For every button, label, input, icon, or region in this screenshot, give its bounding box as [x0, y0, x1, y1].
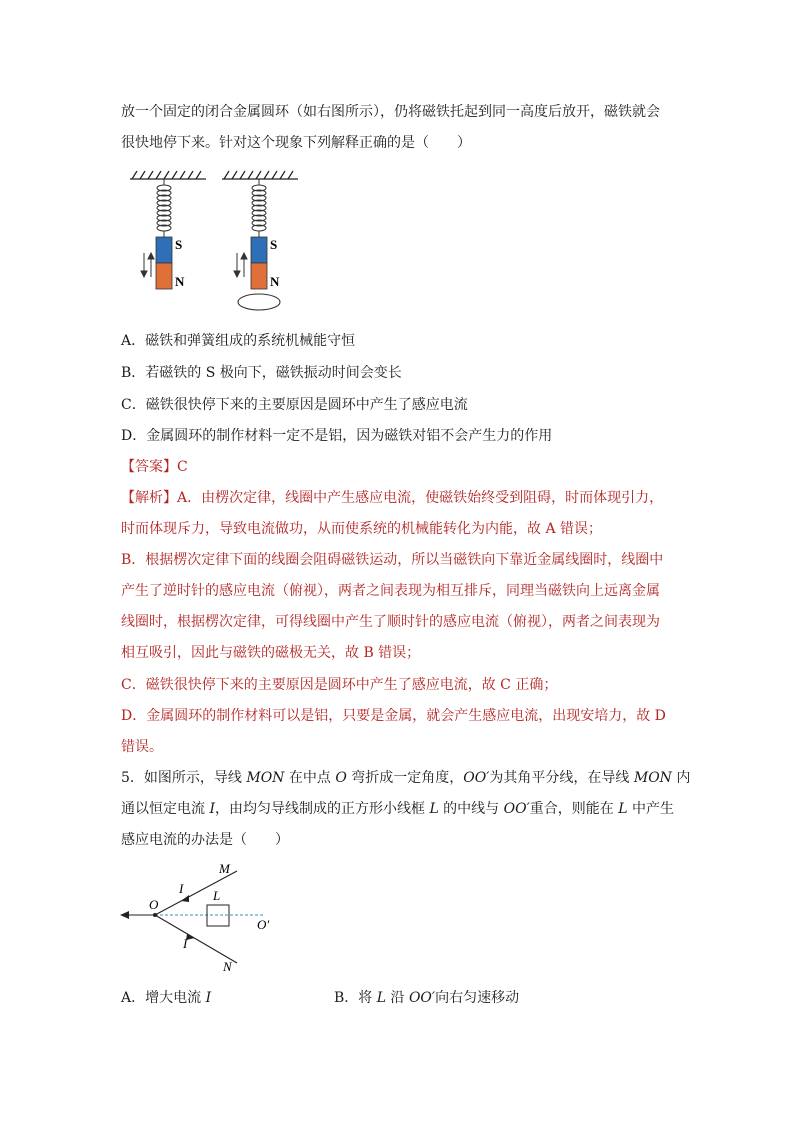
intro-line-2: 很快地停下来。针对这个现象下列解释正确的是（ ） [121, 135, 471, 151]
q5-symbol: MON [633, 770, 672, 786]
q5-text: 弯折成一定角度， [346, 770, 464, 786]
axis-left-arrow [120, 911, 129, 919]
analysis-b-line-2: 产生了逆时针的感应电流（俯视），两者之间表现为相互排斥，同理当磁铁向上远离金属 [121, 583, 660, 599]
wire-on [155, 915, 237, 963]
spring-right [252, 179, 266, 237]
q5-text: 为其角平分线，在导线 [489, 770, 634, 786]
q5-line-1 [121, 769, 690, 787]
spring-left [157, 179, 171, 237]
label-s-right: S [270, 237, 278, 252]
answer-line [121, 458, 188, 476]
q5-option-b [334, 989, 519, 1007]
label-n-left: N [175, 274, 185, 289]
metal-ring [238, 294, 280, 310]
q5-symbol: OO′ [503, 801, 530, 817]
q5-line-2 [121, 800, 674, 818]
q5-option-a [121, 989, 211, 1007]
label-m: M [219, 861, 230, 876]
q5-symbol: L [429, 801, 439, 817]
q5-text: 内 [671, 770, 691, 786]
analysis-a-text-1: A．由楞次定律，线圈中产生感应电流，使磁铁始终受到阻碍，时而体现引力， [177, 490, 664, 506]
q5-symbol: MON [246, 770, 285, 786]
analysis-b-line-3: 线圈时，根据楞次定律，可得线圈中产生了顺时针的感应电流（俯视），两者之间表现为 [121, 614, 660, 630]
label-n-right: N [270, 274, 280, 289]
label-o-prime: O′ [257, 917, 270, 932]
label-i-upper: I [179, 881, 184, 896]
q5-option-b-symbol: L [376, 990, 387, 1006]
ceiling-right [222, 171, 298, 179]
label-i-lower: I [183, 936, 188, 951]
q4-option-a: A．磁铁和弹簧组成的系统机械能守恒 [121, 333, 356, 349]
q5-option-b-text: 沿 [386, 990, 409, 1006]
analysis-tag: 【解析】 [121, 490, 177, 506]
current-arrow-upper [181, 895, 189, 902]
bent-wire-figure [115, 858, 285, 980]
ceiling-left [130, 171, 206, 179]
q5-text: 重合，则能在 [529, 801, 619, 817]
q4-option-c: C．磁铁很快停下来的主要原因是圆环中产生了感应电流 [121, 397, 468, 413]
label-s-left: S [175, 237, 183, 252]
label-n: N [223, 959, 232, 974]
q5-option-a-symbol: I [205, 990, 212, 1006]
q4-option-b: B．若磁铁的 S 极向下，磁铁振动时间会变长 [121, 365, 402, 381]
q5-text: 的中线与 [438, 801, 504, 817]
q5-option-a-text: A．增大电流 [121, 990, 206, 1006]
motion-arrows-right [234, 253, 247, 277]
magnet-left-north [156, 263, 172, 289]
q5-option-b-text: B．将 [334, 990, 377, 1006]
q5-line-3: 感应电流的办法是（ ） [121, 832, 289, 848]
q5-symbol: I [209, 801, 215, 817]
analysis-a-line-1 [121, 489, 663, 507]
point-o [153, 913, 157, 917]
analysis-a-line-2: 时而体现斥力，导致电流做功，从而使系统的机械能转化为内能，故 A 错误； [121, 521, 603, 537]
q5-text: 5．如图所示，导线 [121, 770, 247, 786]
analysis-d-line-2: 错误。 [121, 739, 163, 755]
q5-text: 通以恒定电流 [121, 801, 210, 817]
analysis-d-line-1: D．金属圆环的制作材料可以是铝，只要是金属，就会产生感应电流，出现安培力，故 D [121, 708, 666, 724]
q4-option-d: D．金属圆环的制作材料一定不是铝，因为磁铁对铝不会产生力的作用 [121, 428, 553, 444]
motion-arrows-left [141, 253, 154, 277]
intro-line-1: 放一个固定的闭合金属圆环（如右图所示），仍将磁铁托起到同一高度后放开，磁铁就会 [121, 104, 660, 120]
q5-symbol: O [335, 770, 347, 786]
label-o: O [149, 897, 159, 912]
analysis-c-line-1: C．磁铁很快停下来的主要原因是圆环中产生了感应电流，故 C 正确； [121, 677, 558, 693]
q5-symbol: OO′ [463, 770, 490, 786]
q5-option-b-symbol: OO′ [408, 990, 436, 1006]
analysis-b-line-4: 相互吸引，因此与磁铁的磁极无关，故 B 错误； [121, 645, 421, 661]
wire-om [155, 871, 237, 915]
q5-text: 在中点 [284, 770, 336, 786]
analysis-b-line-1: B．根据楞次定律下面的线圈会阻碍磁铁运动，所以当磁铁向下靠近金属线圈时，线圈中 [121, 552, 664, 568]
q5-text: 中产生 [627, 801, 674, 817]
label-l: L [213, 888, 221, 903]
magnet-left-south [156, 237, 172, 263]
magnet-right-south [251, 237, 267, 263]
answer-value: C [177, 459, 188, 475]
q5-option-b-text: 向右匀速移动 [435, 990, 520, 1006]
magnet-right-north [251, 263, 267, 289]
q5-symbol: L [618, 801, 628, 817]
spring-magnet-figure [120, 165, 300, 315]
q5-text: ，由均匀导线制成的正方形小线框 [214, 801, 430, 817]
answer-tag: 【答案】 [121, 459, 177, 475]
